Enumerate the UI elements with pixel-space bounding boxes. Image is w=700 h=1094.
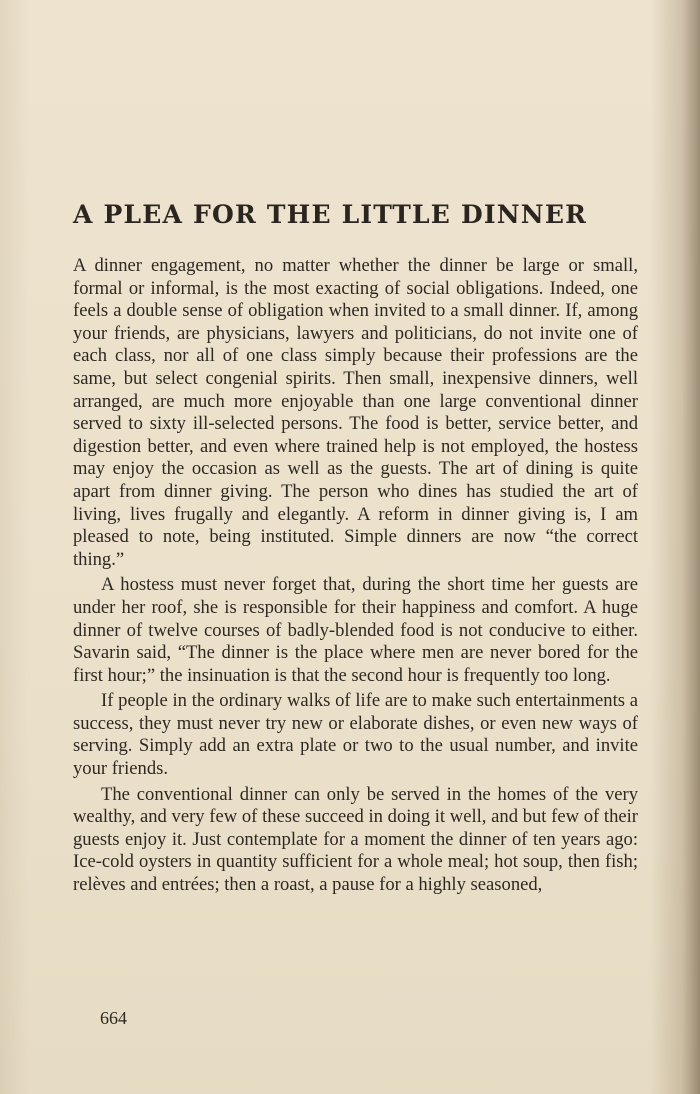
paragraph: If people in the ordinary walks of life are to make such entertainments a success, they must never try new or elaborate dishes, or even new ways of serving. Simply add an extra plate or two to the usual number, and invite your friends. [73,690,638,780]
paragraph: The conventional dinner can only be served in the homes of the very wealthy, and very few of these succeed in doing it well, and but few of their guests enjoy it. Just contemplate for a moment the dinner of ten years ago: Ice-cold oysters in quantity sufficient for a whole meal; hot soup, then fish; relèves and entrées; then a roast, a pause for a highly seasoned, [73,783,638,896]
paragraph: A dinner engagement, no matter whether the dinner be large or small, formal or informal, is the most exacting of social obligations. Indeed, one feels a double sense of obligation when invited to a small dinner. If, among your friends, are physicians, lawyers and politicians, do not invite one of each class, nor all of one class simply because their professions are the same, but select congenial spirits. Then small, inexpensive dinners, well arranged, are much more enjoyable than one large conventional dinner served to sixty ill-selected persons. The food is better, service better, and digestion better, and even where trained help is not employed, the hostess may enjoy the occasion as well as the guests. The art of dining is quite apart from dinner giving. The person who dines has studied the art of living, lives frugally and elegantly. A reform in dinner giving is, I am pleased to note, being instituted. Simple dinners are now “the correct thing.” [73,255,638,570]
chapter-title: A PLEA FOR THE LITTLE DINNER [73,200,588,229]
body-text [73,255,638,897]
paragraph: A hostess must never forget that, during the short time her guests are under her roof, she is responsible for their happiness and comfort. A huge dinner of twelve courses of badly-blended food is not conducive to either. Savarin said, “The dinner is the place where men are never bored for the first hour;” the insinuation is that the second hour is frequently too long. [73,574,638,686]
page-number: 664 [100,1008,127,1028]
